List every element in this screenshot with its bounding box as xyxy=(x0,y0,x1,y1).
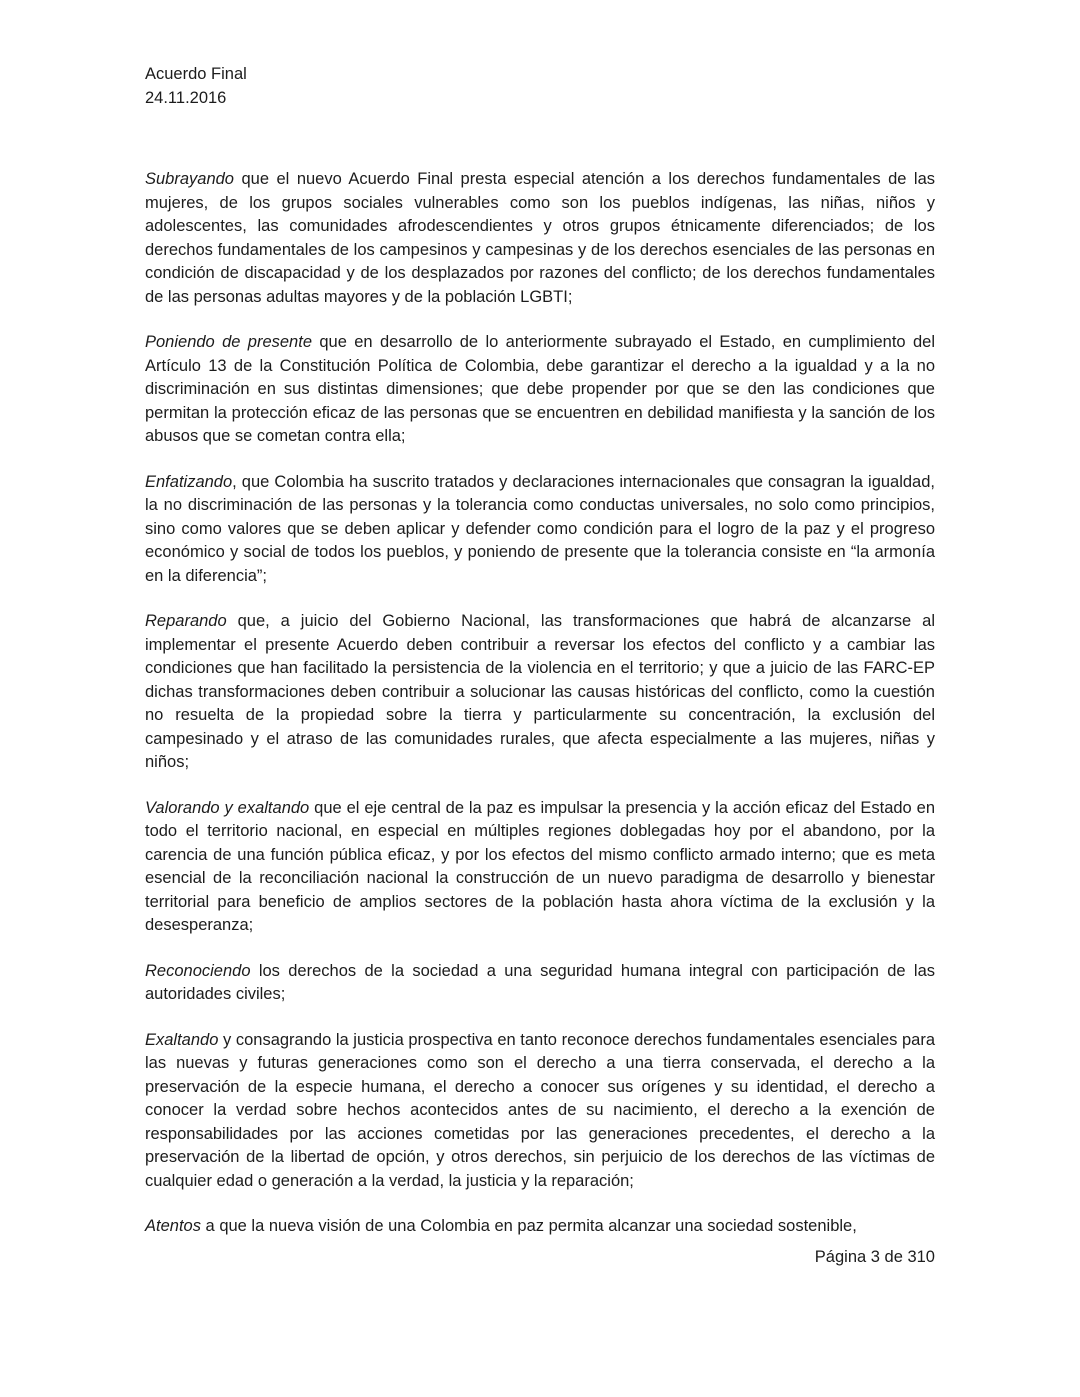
paragraph-text: y consagrando la justicia prospectiva en tanto reconoce derechos fundamentales esenciales para las nuevas y futuras generaciones como son el derecho a una tierra conservada, el derecho a la preservación de la especie humana, el derecho a conocer sus orígenes y su identidad, el derecho a conocer la verdad sobre hechos acontecidos antes de su nacimiento, el derecho a la exención de responsabilidades por las acciones cometidas por las generaciones precedentes, el derecho a la preservación de la libertad de opción, y otros derechos, sin perjuicio de los derechos de las víctimas de cualquier edad o generación a la verdad, la justicia y la reparación; xyxy=(145,1030,935,1190)
paragraph-subrayando xyxy=(145,168,935,309)
paragraph-reparando xyxy=(145,610,935,775)
paragraph-lead: Reconociendo xyxy=(145,961,251,980)
document-title: Acuerdo Final xyxy=(145,65,247,83)
document-date: 24.11.2016 xyxy=(145,89,227,107)
paragraph-valorando-y-exaltando xyxy=(145,797,935,938)
paragraph-text: los derechos de la sociedad a una seguridad humana integral con participación de las autoridades civiles; xyxy=(145,961,935,1003)
paragraph-lead: Reparando xyxy=(145,612,227,630)
paragraph-text: que, a juicio del Gobierno Nacional, las transformaciones que habrá de alcanzarse al implementar el presente Acuerdo deben contribuir a reversar los efectos del conflicto y a cambiar las condiciones que han facilitado la persistencia de la violencia en el territorio; y que a juicio de las FARC-EP dichas transformaciones deben contribuir a solucionar las causas históricas del conflicto, como la cuestión no resuelta de la propiedad sobre la tierra y particularmente su concentración, la exclusión del campesinado y el atraso de las comunidades rurales, que afecta especialmente a las mujeres, niñas y niños; xyxy=(145,612,935,771)
paragraph-lead: Valorando y exaltando xyxy=(145,798,310,817)
paragraph-text: que el eje central de la paz es impulsar la presencia y la acción eficaz del Estado en todo el territorio nacional, en especial en múltiples regiones doblegadas hoy por el abandono, por la carencia de una función pública eficaz, y por los efectos del mismo conflicto armado interno; que es meta esencial de la reconciliación nacional la construcción de un nuevo paradigma de desarrollo y bienestar territorial para beneficio de amplios sectores de la población hasta ahora víctima de la exclusión y la desesperanza; xyxy=(145,798,935,934)
paragraph-lead: Exaltando xyxy=(145,1030,219,1049)
paragraph-lead: Atentos xyxy=(145,1217,201,1235)
paragraph-lead: Subrayando xyxy=(145,170,234,188)
paragraph-lead: Enfatizando xyxy=(145,472,233,491)
paragraph-lead: Poniendo de presente xyxy=(145,333,312,351)
paragraph-text: que el nuevo Acuerdo Final presta especial atención a los derechos fundamentales de las mujeres, de los grupos sociales vulnerables como son los pueblos indígenas, las niñas, niños y adolescentes, las comunidades afrodescendientes y otros grupos étnicamente diferenciados; de los derechos fundamentales de los campesinos y campesinas y de los derechos esenciales de las personas en condición de discapacidad y de los desplazados por razones del conflicto; de los derechos fundamentales de las personas adultas mayores y de la población LGBTI; xyxy=(145,170,935,306)
page-header xyxy=(145,62,247,110)
paragraph-text: , que Colombia ha suscrito tratados y declaraciones internacionales que consagran la igualdad, la no discriminación de las personas y la tolerancia como conductas universales, no solo como principios, sino como valores que se deben aplicar y defender como condición para el logro de la paz y el progreso económico y social de todos los pueblos, y poniendo de presente que la tolerancia consiste en “la armonía en la diferencia”; xyxy=(145,472,935,585)
paragraph-reconociendo xyxy=(145,960,935,1007)
paragraph-enfatizando xyxy=(145,471,935,589)
paragraph-atentos xyxy=(145,1215,935,1239)
paragraph-poniendo-de-presente xyxy=(145,331,935,449)
page-number: Página 3 de 310 xyxy=(814,1248,935,1266)
paragraph-text: que en desarrollo de lo anteriormente subrayado el Estado, en cumplimiento del Artículo 13 de la Constitución Política de Colombia, debe garantizar el derecho a la igualdad y a la no discriminación en sus distintas dimensiones; que debe propender por que se den las condiciones que permitan la protección eficaz de las personas que se encuentren en debilidad manifiesta y la sanción de los abusos que se cometan contra ella; xyxy=(145,333,935,445)
document-body xyxy=(145,168,935,1239)
paragraph-text: a que la nueva visión de una Colombia en paz permita alcanzar una sociedad sostenible, xyxy=(200,1217,857,1235)
paragraph-exaltando xyxy=(145,1029,935,1194)
